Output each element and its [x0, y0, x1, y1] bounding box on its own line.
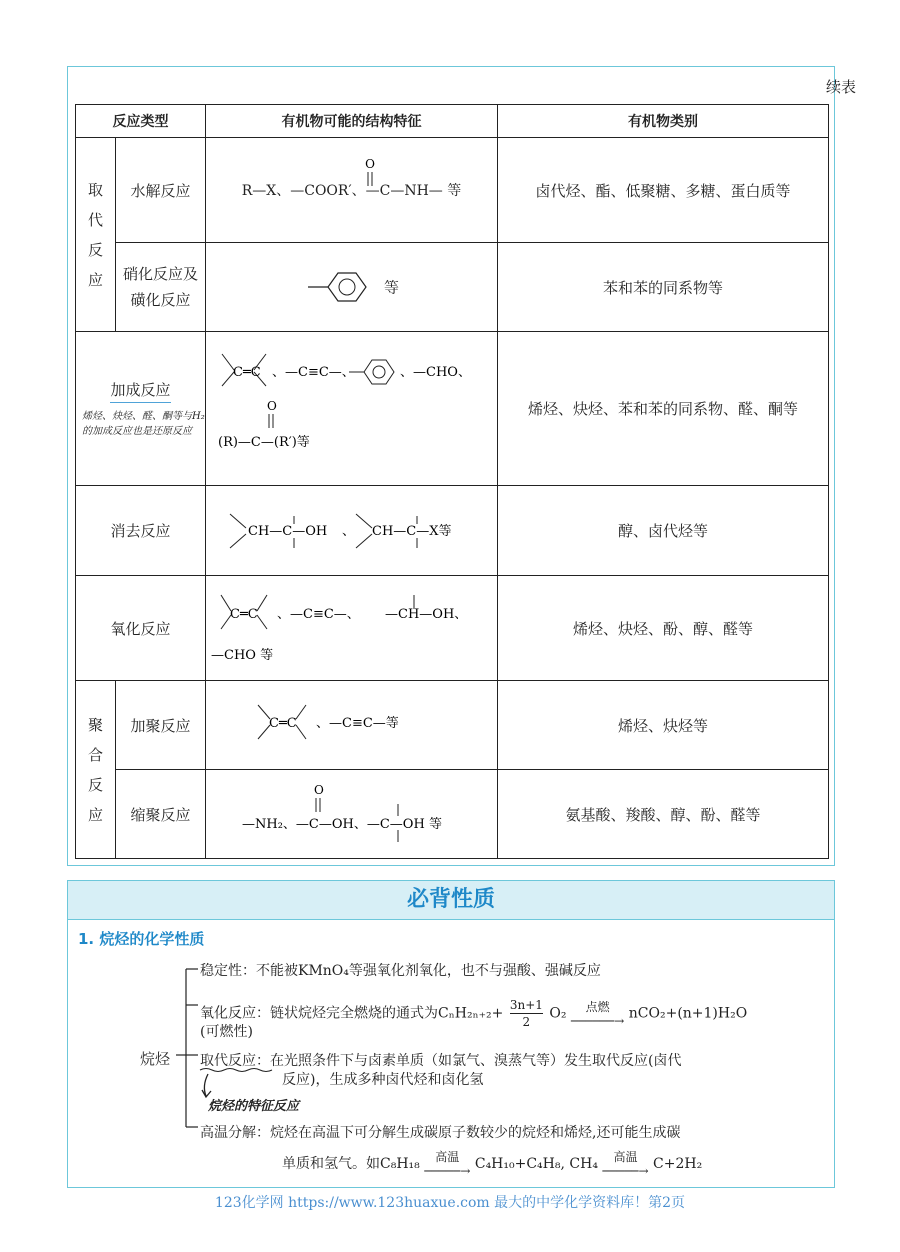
header-type: 反应类型 [76, 105, 206, 138]
svg-text:C═C: C═C [233, 364, 261, 380]
substitution-group: 取代反应 [76, 138, 116, 332]
polymer-group: 聚合反应 [76, 681, 116, 859]
oxidation-line2: (可燃性) [200, 1024, 253, 1040]
svg-text:C═C: C═C [230, 607, 258, 622]
handwritten-note: 烷烃的特征反应 [208, 1099, 300, 1114]
substitution-line2: 反应)，生成多种卤代烃和卤化氢 [282, 1072, 484, 1088]
properties-banner: 必背性质 [68, 881, 834, 920]
svg-text:、—C≡C—、: 、—C≡C—、 [272, 364, 355, 380]
header-category: 有机物类别 [498, 105, 829, 138]
substitution-text: 取代反应：在光照条件下与卤素单质（如氯气、溴蒸气等）发生取代反应(卤代 [200, 1053, 682, 1069]
svg-text:、—C≡C—等: 、—C≡C—等 [315, 716, 399, 731]
benzene-ring-icon [304, 267, 384, 307]
svg-text:O: O [313, 783, 324, 797]
header-structure: 有机物可能的结构特征 [206, 105, 498, 138]
elimination-category: 醇、卤代烃等 [498, 486, 829, 576]
svg-text:CH—C—OH: CH—C—OH [247, 523, 327, 539]
nitration-category: 苯和苯的同系物等 [498, 243, 829, 332]
hydrolysis-structure-text: R—X、—COOR′、—C—NH— 等 [241, 183, 462, 199]
svg-text:、—C≡C—、: 、—C≡C—、 [277, 607, 360, 622]
addition-name: 加成反应 [110, 379, 170, 403]
addition-structure [206, 332, 498, 486]
alkane-root: 烷烃 [140, 1050, 171, 1068]
nitration-name: 硝化反应及 磺化反应 [116, 243, 206, 332]
hydrolysis-name: 水解反应 [116, 138, 206, 243]
addition-category: 烯烃、炔烃、苯和苯的同系物、醛、酮等 [498, 332, 829, 486]
addpoly-structure [206, 681, 498, 770]
oxidation-category: 烯烃、炔烃、酚、醇、醛等 [498, 576, 829, 681]
hydrolysis-structure [206, 138, 498, 243]
addpoly-category: 烯烃、炔烃等 [498, 681, 829, 770]
addition-note: 烯烃、炔烃、醛、酮等与H₂的加成反应也是还原反应 [82, 410, 205, 437]
svg-text:—CHO 等: —CHO 等 [211, 648, 274, 663]
cracking-text: 高温分解：烷烃在高温下可分解生成碳原子数较少的烷烃和烯烃,还可能生成碳 [200, 1125, 681, 1141]
addpoly-name: 加聚反应 [116, 681, 206, 770]
section-title: 1. 烷烃的化学性质 [78, 930, 205, 948]
hydrolysis-category: 卤代烃、酯、低聚糖、多糖、蛋白质等 [498, 138, 829, 243]
reaction-table [75, 104, 829, 859]
condpoly-name: 缩聚反应 [116, 770, 206, 859]
svg-text:(R)—C—(R′)等: (R)—C—(R′)等 [218, 434, 310, 450]
svg-text:—NH₂、—C—OH、—C—OH 等: —NH₂、—C—OH、—C—OH 等 [241, 817, 442, 832]
svg-text:O: O [364, 157, 375, 171]
nitration-structure: 等 [206, 243, 498, 332]
oxidation-text: 氧化反应：链状烷烃完全燃烧的通式为CₙH₂ₙ₊₂+ $\frac{3n+1}{2}$ O₂ 点燃 ──────→ nCO₂+(n+1)H₂O [200, 998, 748, 1029]
svg-text:、—CHO、: 、—CHO、 [400, 364, 471, 380]
addition-structure-svg [214, 342, 494, 472]
condpoly-structure [206, 770, 498, 859]
svg-text:、: 、 [341, 523, 355, 539]
oxidation-structure [206, 576, 498, 681]
stability-text: 稳定性：不能被KMnO₄等强氧化剂氧化，也不与强酸、强碱反应 [200, 963, 601, 979]
oxidation-name: 氧化反应 [76, 576, 206, 681]
elimination-structure [206, 486, 498, 576]
svg-text:CH—C—X等: CH—C—X等 [371, 523, 451, 539]
addition-name-cell [76, 332, 206, 486]
svg-text:O: O [267, 398, 277, 413]
cracking-line2: 单质和氢气。如C₈H₁₈ 高温 ─────→ C₄H₁₀+C₄H₈, CH₄ 高温 ─────→ C+2H₂ [282, 1150, 703, 1178]
continued-label: 续表 [825, 78, 856, 96]
elimination-name: 消去反应 [76, 486, 206, 576]
condpoly-category: 氨基酸、羧酸、醇、酚、醛等 [498, 770, 829, 859]
footer: 123化学网 https://www.123huaxue.com 最大的中学化学资料库！第2页 [214, 1195, 686, 1211]
svg-text:—CH—OH、: —CH—OH、 [385, 607, 468, 622]
svg-text:C═C: C═C [268, 716, 297, 731]
